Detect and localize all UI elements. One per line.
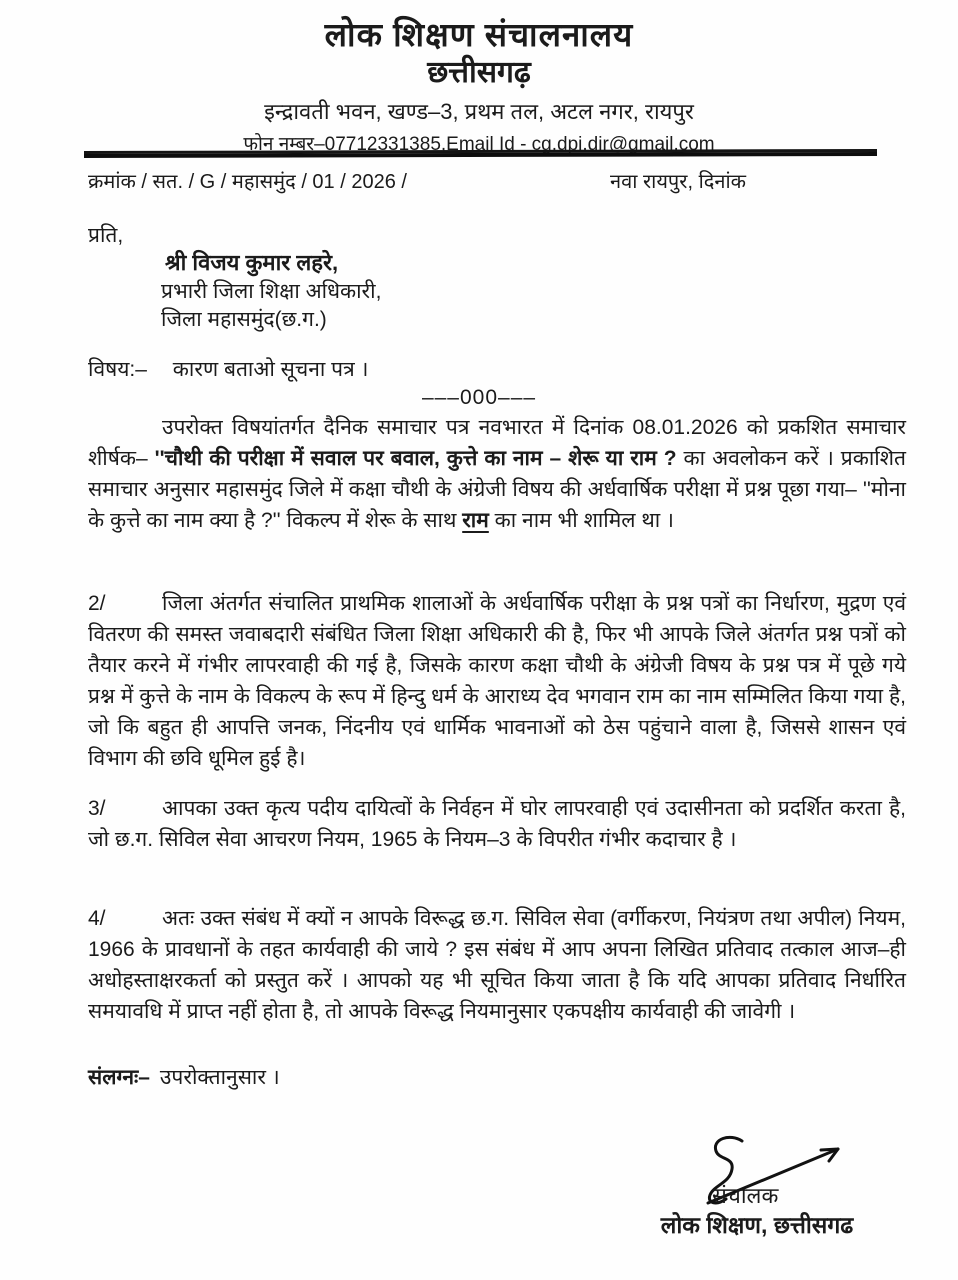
reference-number: क्रमांक / सत. / G / महासमुंद / 01 / 2026 / (88, 171, 407, 193)
news-headline: ''चौथी की परीक्षा में सवाल पर बवाल, कुत्ते का नाम – शेरू या राम ? (154, 447, 677, 470)
org-name: लोक शिक्षण संचालनालय (324, 16, 634, 53)
paragraph-4-number: 4/ (88, 907, 106, 930)
letterhead (0, 16, 958, 156)
enclosure-text: उपरोक्तानुसार । (159, 1066, 280, 1089)
signatory-organization: लोक शिक्षण, छत्तीसगढ (660, 1212, 854, 1238)
section-separator: –––000––– (421, 386, 537, 409)
addressee-name: श्री विजय कुमार लहरे, (165, 250, 339, 275)
salutation: प्रति, (88, 224, 124, 247)
paragraph-1-text: उपरोक्त विषयांतर्गत दैनिक समाचार पत्र नवभारत में दिनांक 08.01.2026 को प्रकशित समाचार शीर्षक– (88, 416, 906, 470)
paragraph-2-number: 2/ (88, 592, 106, 615)
paragraph-3-text: आपका उक्त कृत्य पदीय दायित्वों के निर्वहन में घोर लापरवाही एवं उदासीनता को प्रदर्शित करता है, जो छ.ग. सिविल सेवा आचरण नियम, 1965 के नियम–3 के विपरीत गंभीर कदाचार है । (88, 797, 906, 851)
addressee-district: जिला महासमुंद(छ.ग.) (161, 308, 327, 331)
paragraph-2-text: जिला अंतर्गत संचालित प्राथमिक शालाओं के अर्धवार्षिक परीक्षा के प्रश्न पत्रों का निर्धारण, मुद्रण एवं वितरण की समस्त जवाबदारी संबंधित जिला शिक्षा अधिकारी की है, फिर भी आपके जिले अंतर्गत प्रश्न पत्रों को तैयार करने में गंभीर लापरवाही की गई है, जिसके कारण कक्षा चौथी के अंग्रेजी विषय के प्रश्न पत्र में पूछे गये प्रश्न में कुत्ते के नाम के विकल्प के रूप में हिन्दु धर्म के आराध्य देव भगवान राम का नाम सम्मिलित किया गया है, जो कि बहुत ही आपत्ति जनक, निंदनीय एवं धार्मिक भावनाओं को ठेस पहुंचाने वाला है, जिससे शासन एवं विभाग की छवि धूमिल हुई है। (88, 592, 906, 770)
highlighted-word-ram: राम (462, 509, 489, 532)
subject-label: विषय:– (88, 358, 147, 381)
subject-line (88, 355, 368, 383)
reference-row (88, 167, 888, 194)
paragraph-4 (88, 903, 906, 1027)
paragraph-2 (88, 588, 906, 774)
paragraph-1 (88, 412, 906, 536)
paragraph-4-text: अतः उक्त संबंध में क्यों न आपके विरूद्ध छ.ग. सिविल सेवा (वर्गीकरण, नियंत्रण तथा अपील) नियम, 1966 के प्रावधानों के तहत कार्यवाही की जाये ? इस संबंध में आप अपना लिखित प्रतिवाद तत्काल आज–ही अधोहस्ताक्षरकर्ता को प्रस्तुत करें । आपको यह भी सूचित किया जाता है कि यदि आपका प्रतिवाद निर्धारित समयावधि में प्राप्त नहीं होता है, तो आपके विरूद्ध नियमानुसार एकपक्षीय कार्यवाही की जावेगी । (88, 907, 906, 1023)
header-divider (84, 149, 877, 158)
paragraph-3 (88, 793, 906, 855)
org-contact: फोन नम्बर–07712331385,Email Id - cg.dpi.dir@gmail.com (243, 134, 715, 156)
paragraph-1-text: का नाम भी शामिल था । (488, 509, 675, 532)
paragraph-1-text: का अवलोकन करें । प्रकाशित समाचार अनुसार महासमुंद जिले में कक्षा चौथी के अंग्रेजी विषय की अर्धवार्षिक परीक्षा में प्रश्न पूछा गया– ''मोना के कुत्ते का नाम क्या है ?'' विकल्प में शेरू के साथ (88, 447, 906, 532)
signatory-title: संचालक (712, 1183, 779, 1208)
enclosure-line (88, 1063, 280, 1091)
addressee-designation: प्रभारी जिला शिक्षा अधिकारी, (161, 280, 382, 303)
org-address: इन्द्रावती भवन, खण्ड–3, प्रथम तल, अटल नगर, रायपुर (264, 99, 694, 125)
subject-text: कारण बताओ सूचना पत्र । (172, 358, 369, 381)
paragraph-3-number: 3/ (88, 797, 106, 820)
org-state: छत्तीसगढ़ (427, 55, 531, 89)
place-and-date: नवा रायपुर, दिनांक (610, 171, 747, 193)
enclosure-label: संलग्नः– (88, 1066, 150, 1089)
